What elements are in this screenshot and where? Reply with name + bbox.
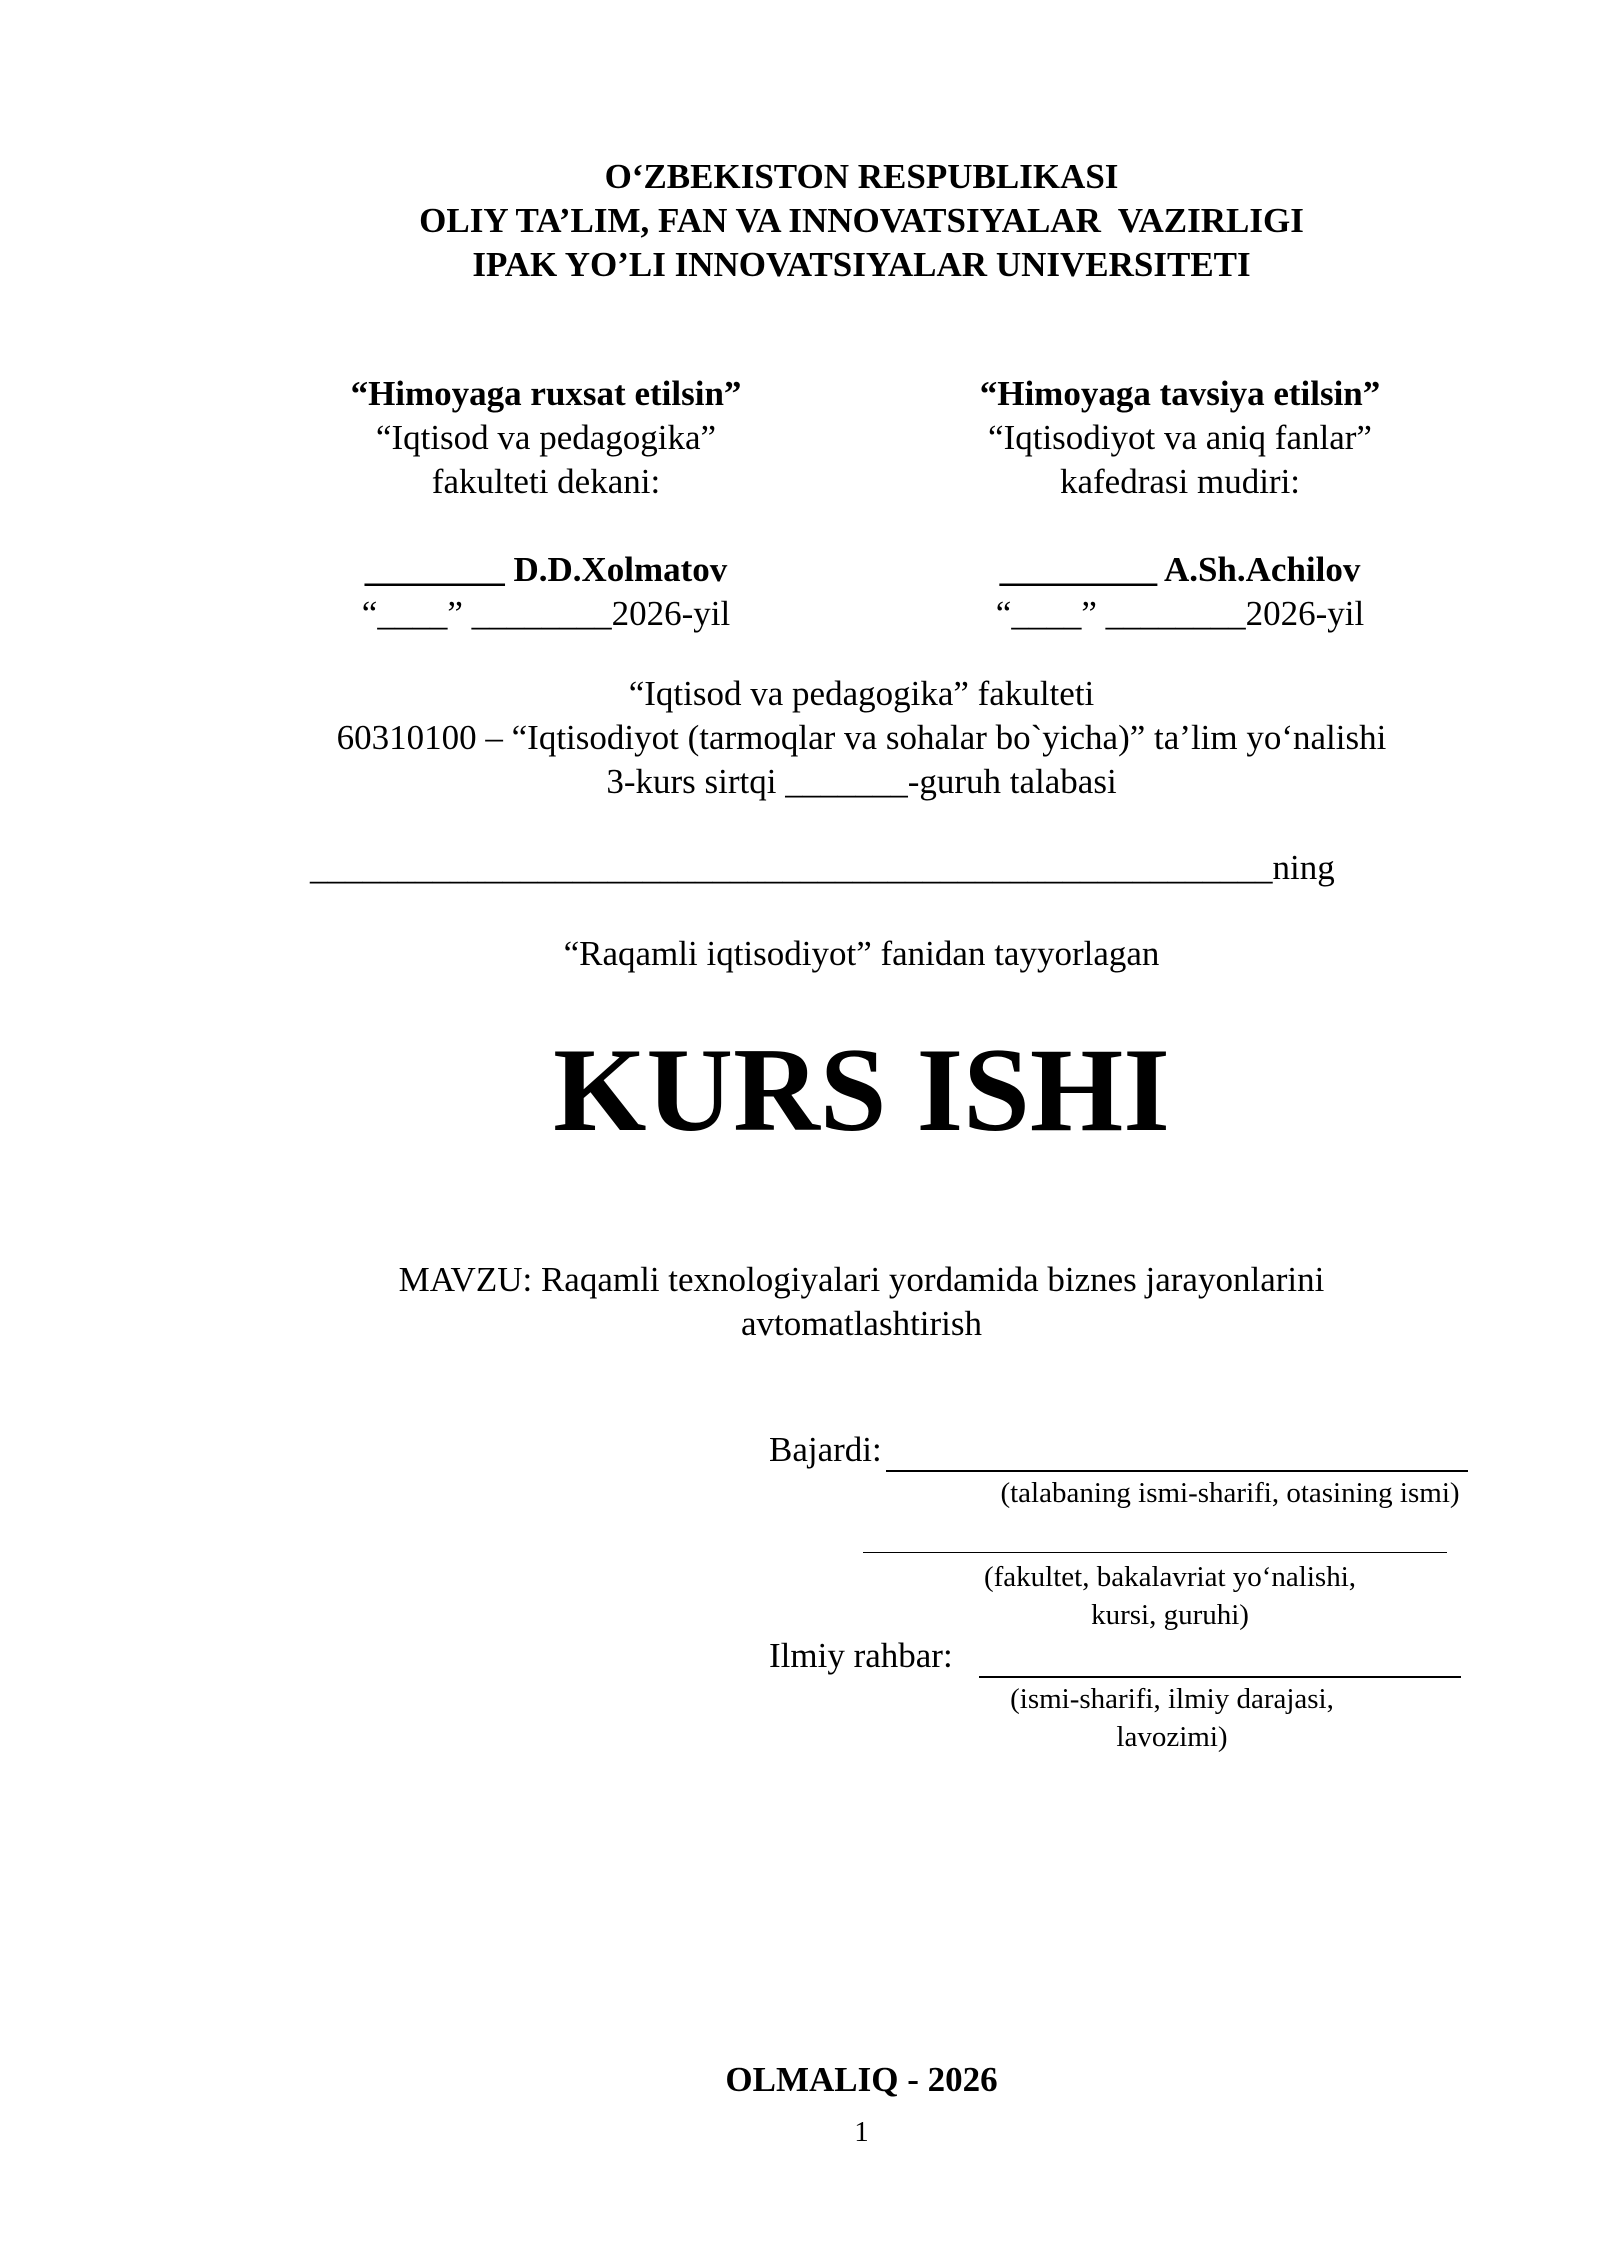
faculty-note-line-1: (fakultet, bakalavriat yo‘nalishi, [983,1561,1357,1593]
city-year: OLMALIQ - 2026 [725,2060,998,2099]
document-title: KURS ISHI [553,1023,1170,1156]
performed-note: (talabaning ismi-sharifi, otasining ismi) [1000,1477,1460,1509]
approval-left-title: “Himoyaga ruxsat etilsin” [350,374,742,413]
supervisor-note-line-2: lavozimi) [1116,1721,1228,1753]
supervisor-label: Ilmiy rahbar: [769,1636,953,1675]
supervisor-note-line-1: (ismi-sharifi, ilmiy darajasi, [1010,1683,1334,1715]
university-name: IPAK YO’LI INNOVATSIYALAR UNIVERSITETI [472,245,1251,284]
approval-left-date: “____” ________2026-yil [361,594,731,633]
approval-block-right [870,372,1490,636]
ministry-header-line-1: O‘ZBEKISTON RESPUBLIKASI [604,157,1119,196]
student-program: 60310100 – “Iqtisodiyot (tarmoqlar va sohalar bo`yicha)” ta’lim yo‘nalishi [336,718,1387,757]
approval-right-signature: _________ A.Sh.Achilov [999,550,1361,589]
supervisor-signature-line [979,1676,1461,1678]
student-group: 3-kurs sirtqi _______-guruh talabasi [606,762,1117,801]
approval-block-left [236,372,856,636]
topic-line-1: MAVZU: Raqamli texnologiyalari yordamida biznes jarayonlarini [398,1260,1325,1299]
performed-signature-line [886,1470,1468,1472]
faculty-note-line-2: kursi, guruhi) [1091,1599,1249,1631]
approval-right-position: kafedrasi mudiri: [1059,462,1301,501]
approval-left-signature: ________ D.D.Xolmatov [364,550,728,589]
approval-left-position: fakulteti dekani: [431,462,661,501]
performed-label: Bajardi: [769,1430,882,1469]
approval-right-department: “Iqtisodiyot va aniq fanlar” [988,418,1372,457]
ministry-header-line-2: OLIY TA’LIM, FAN VA INNOVATSIYALAR VAZIRLIGI [419,201,1304,240]
page-number: 1 [854,2116,869,2148]
student-faculty: “Iqtisod va pedagogika” fakulteti [628,674,1095,713]
topic-line-2: avtomatlashtirish [740,1304,983,1343]
approval-right-title: “Himoyaga tavsiya etilsin” [979,374,1381,413]
approval-left-faculty: “Iqtisod va pedagogika” [375,418,717,457]
faculty-info-line [863,1552,1447,1553]
approval-right-date: “____” ________2026-yil [995,594,1365,633]
student-name-line: _______________________________________________________ning [310,848,1335,887]
subject-line: “Raqamli iqtisodiyot” fanidan tayyorlagan [563,934,1160,973]
